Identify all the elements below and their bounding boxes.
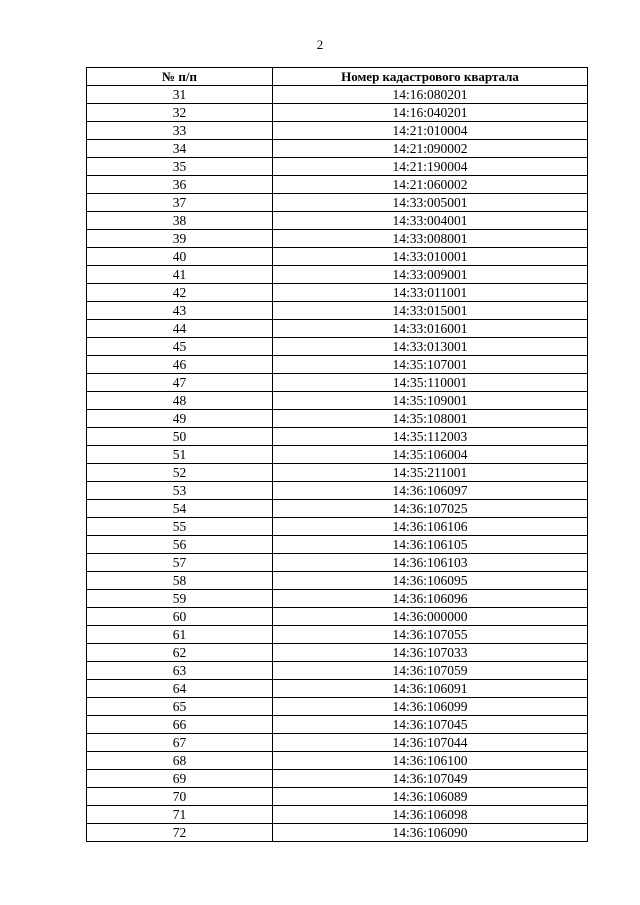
table-row	[87, 572, 588, 590]
table-row	[87, 374, 588, 392]
cadastral-quarter-cell: 14:33:009001	[273, 266, 588, 284]
row-number-cell: 54	[87, 500, 273, 518]
table-row	[87, 734, 588, 752]
row-number-cell: 57	[87, 554, 273, 572]
row-number-cell: 72	[87, 824, 273, 842]
table-row	[87, 464, 588, 482]
cadastral-quarter-cell: 14:36:106096	[273, 590, 588, 608]
cadastral-quarter-cell: 14:36:106103	[273, 554, 588, 572]
row-number-cell: 65	[87, 698, 273, 716]
row-number-cell: 39	[87, 230, 273, 248]
cadastral-quarter-cell: 14:36:107033	[273, 644, 588, 662]
table-row	[87, 428, 588, 446]
row-number-cell: 41	[87, 266, 273, 284]
cadastral-quarter-cell: 14:35:211001	[273, 464, 588, 482]
cadastral-quarter-cell: 14:16:040201	[273, 104, 588, 122]
table-row	[87, 86, 588, 104]
cadastral-quarter-cell: 14:36:106089	[273, 788, 588, 806]
table-row	[87, 824, 588, 842]
cadastral-quarter-cell: 14:35:107001	[273, 356, 588, 374]
cadastral-quarter-cell: 14:33:016001	[273, 320, 588, 338]
row-number-cell: 45	[87, 338, 273, 356]
column-header-cadastral-quarter: Номер кадастрового квартала	[273, 68, 588, 86]
row-number-cell: 62	[87, 644, 273, 662]
row-number-cell: 48	[87, 392, 273, 410]
cadastral-quarter-cell: 14:36:106099	[273, 698, 588, 716]
cadastral-quarter-cell: 14:33:008001	[273, 230, 588, 248]
cadastral-quarter-cell: 14:35:106004	[273, 446, 588, 464]
table-row	[87, 626, 588, 644]
table-header-row	[87, 68, 588, 86]
table-row	[87, 230, 588, 248]
row-number-cell: 47	[87, 374, 273, 392]
table-row	[87, 698, 588, 716]
cadastral-quarter-cell: 14:21:090002	[273, 140, 588, 158]
cadastral-quarter-cell: 14:36:000000	[273, 608, 588, 626]
cadastral-quarter-cell: 14:36:106095	[273, 572, 588, 590]
row-number-cell: 63	[87, 662, 273, 680]
cadastral-quarter-cell: 14:35:112003	[273, 428, 588, 446]
row-number-cell: 56	[87, 536, 273, 554]
row-number-cell: 42	[87, 284, 273, 302]
table-row	[87, 266, 588, 284]
cadastral-quarter-cell: 14:36:107059	[273, 662, 588, 680]
cadastral-quarter-cell: 14:36:106100	[273, 752, 588, 770]
row-number-cell: 32	[87, 104, 273, 122]
row-number-cell: 33	[87, 122, 273, 140]
row-number-cell: 49	[87, 410, 273, 428]
table-row	[87, 158, 588, 176]
column-header-number: № п/п	[87, 68, 273, 86]
table-row	[87, 500, 588, 518]
row-number-cell: 46	[87, 356, 273, 374]
row-number-cell: 50	[87, 428, 273, 446]
cadastral-quarter-cell: 14:36:106098	[273, 806, 588, 824]
table-row	[87, 608, 588, 626]
row-number-cell: 44	[87, 320, 273, 338]
table-row	[87, 356, 588, 374]
table-row	[87, 410, 588, 428]
row-number-cell: 70	[87, 788, 273, 806]
row-number-cell: 64	[87, 680, 273, 698]
cadastral-quarter-cell: 14:33:011001	[273, 284, 588, 302]
table-row	[87, 680, 588, 698]
cadastral-quarter-cell: 14:33:005001	[273, 194, 588, 212]
table-row	[87, 716, 588, 734]
table-row	[87, 662, 588, 680]
row-number-cell: 58	[87, 572, 273, 590]
row-number-cell: 53	[87, 482, 273, 500]
table-row	[87, 554, 588, 572]
table-row	[87, 482, 588, 500]
cadastral-quarter-cell: 14:21:010004	[273, 122, 588, 140]
row-number-cell: 55	[87, 518, 273, 536]
row-number-cell: 40	[87, 248, 273, 266]
row-number-cell: 35	[87, 158, 273, 176]
cadastral-quarter-cell: 14:36:107025	[273, 500, 588, 518]
page-number: 2	[316, 37, 324, 52]
table-row	[87, 338, 588, 356]
row-number-cell: 34	[87, 140, 273, 158]
table-row	[87, 644, 588, 662]
cadastral-quarters-table	[86, 67, 588, 842]
cadastral-quarter-cell: 14:21:190004	[273, 158, 588, 176]
cadastral-quarter-cell: 14:16:080201	[273, 86, 588, 104]
table-row	[87, 320, 588, 338]
table-body	[87, 86, 588, 842]
cadastral-quarter-cell: 14:36:106097	[273, 482, 588, 500]
row-number-cell: 71	[87, 806, 273, 824]
table-row	[87, 806, 588, 824]
table-row	[87, 104, 588, 122]
table-row	[87, 194, 588, 212]
table-row	[87, 446, 588, 464]
cadastral-quarter-cell: 14:36:107044	[273, 734, 588, 752]
row-number-cell: 38	[87, 212, 273, 230]
cadastral-quarter-cell: 14:36:106106	[273, 518, 588, 536]
row-number-cell: 51	[87, 446, 273, 464]
row-number-cell: 36	[87, 176, 273, 194]
cadastral-quarter-cell: 14:33:010001	[273, 248, 588, 266]
row-number-cell: 66	[87, 716, 273, 734]
row-number-cell: 69	[87, 770, 273, 788]
table-row	[87, 752, 588, 770]
row-number-cell: 60	[87, 608, 273, 626]
table-row	[87, 212, 588, 230]
table-row	[87, 122, 588, 140]
cadastral-quarter-cell: 14:36:106105	[273, 536, 588, 554]
row-number-cell: 37	[87, 194, 273, 212]
cadastral-quarter-cell: 14:36:107045	[273, 716, 588, 734]
table-row	[87, 518, 588, 536]
cadastral-quarter-cell: 14:36:107049	[273, 770, 588, 788]
table-row	[87, 140, 588, 158]
cadastral-quarter-cell: 14:35:110001	[273, 374, 588, 392]
row-number-cell: 59	[87, 590, 273, 608]
table-row	[87, 392, 588, 410]
table-row	[87, 302, 588, 320]
table-row	[87, 536, 588, 554]
cadastral-quarter-cell: 14:36:106090	[273, 824, 588, 842]
table-row	[87, 788, 588, 806]
cadastral-quarter-cell: 14:36:106091	[273, 680, 588, 698]
row-number-cell: 52	[87, 464, 273, 482]
table-row	[87, 284, 588, 302]
cadastral-quarter-cell: 14:35:108001	[273, 410, 588, 428]
row-number-cell: 31	[87, 86, 273, 104]
cadastral-quarter-cell: 14:33:004001	[273, 212, 588, 230]
cadastral-quarter-cell: 14:21:060002	[273, 176, 588, 194]
row-number-cell: 43	[87, 302, 273, 320]
cadastral-quarter-cell: 14:33:013001	[273, 338, 588, 356]
table-row	[87, 176, 588, 194]
table-row	[87, 770, 588, 788]
row-number-cell: 61	[87, 626, 273, 644]
table-row	[87, 248, 588, 266]
row-number-cell: 68	[87, 752, 273, 770]
row-number-cell: 67	[87, 734, 273, 752]
cadastral-quarter-cell: 14:36:107055	[273, 626, 588, 644]
cadastral-quarter-cell: 14:33:015001	[273, 302, 588, 320]
table-row	[87, 590, 588, 608]
cadastral-quarter-cell: 14:35:109001	[273, 392, 588, 410]
